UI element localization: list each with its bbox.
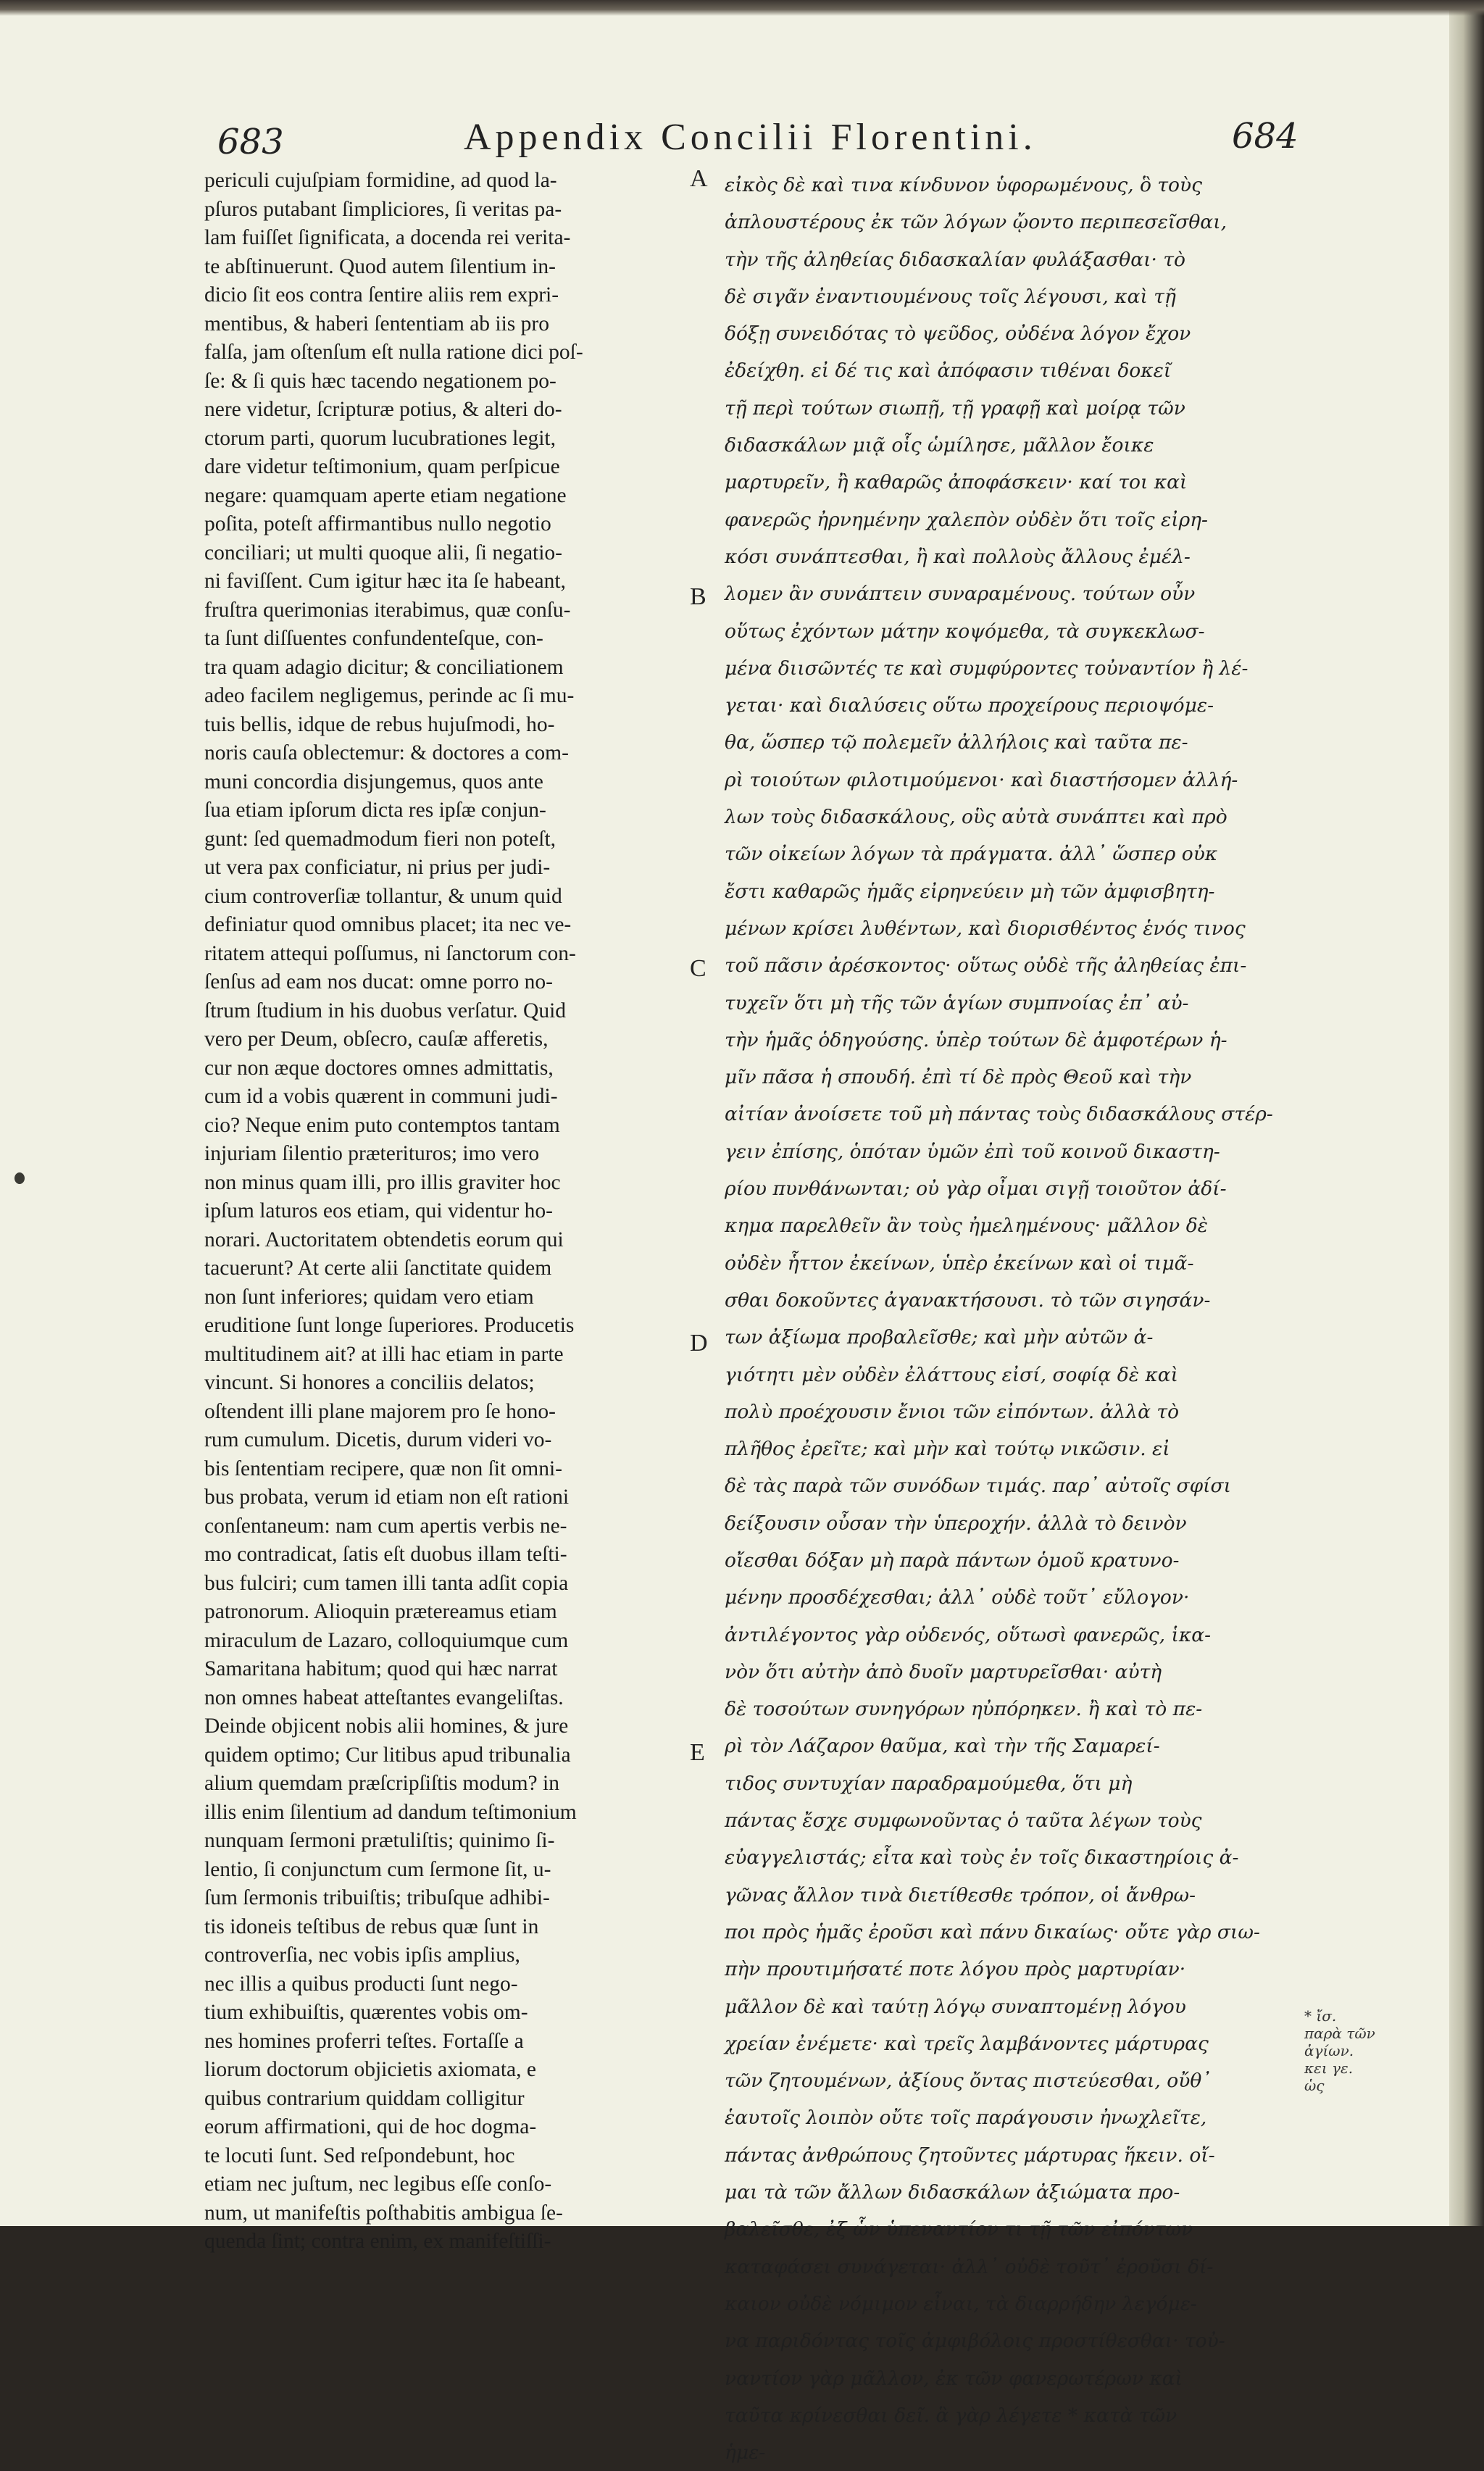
greek-text-line: των ἀξίωμα προβαλεῖσθε; καὶ μὴν αὐτῶν ἁ- xyxy=(725,1326,1154,1349)
latin-text-line: mo contradicat, ſatis eſt duobus illam teſti- xyxy=(204,1543,567,1566)
latin-text-line: bus probata, verum id etiam non eſt rationi xyxy=(204,1485,570,1509)
greek-text-line: ρὶ τὸν Λάζαρον θαῦμα, καὶ τὴν τῆς Σαμαρεί- xyxy=(725,1735,1160,1758)
greek-text-line: γεται· καὶ διαλύσεις οὕτω προχείρους περιοψόμε- xyxy=(725,694,1214,717)
latin-text-line: ſum ſermonis tribuiſtis; tribuſque adhibi- xyxy=(204,1886,550,1909)
latin-text-line: noris cauſa oblectemur: & doctores a com- xyxy=(204,741,569,764)
greek-text-line: ἔστι καθαρῶς ἡμᾶς εἰρηνεύειν μὴ τῶν ἀμφισβητη- xyxy=(725,880,1215,903)
latin-text-line: non minus quam illi, pro illis graviter hoc xyxy=(204,1170,561,1194)
greek-text-line: ναντίον γὰρ μᾶλλον, ἐκ τῶν φανερωτέρων καὶ xyxy=(725,2367,1183,2390)
greek-text-line: δόξῃ συνειδότας τὸ ψεῦδος, οὐδένα λόγον ἔχον xyxy=(725,322,1191,346)
latin-text-line: controverſia, nec vobis ipſis amplius, xyxy=(204,1943,520,1967)
latin-text-line: te abſtinuerunt. Quod autem ſilentium in- xyxy=(204,254,556,278)
greek-text-line: ἁπλουστέρους ἐκ τῶν λόγων ᾤοντο περιπεσεῖσθαι, xyxy=(725,211,1227,234)
latin-text-line: ni faviſſent. Cum igitur hæc ita ſe habeant, xyxy=(204,570,566,593)
latin-text-line: ta ſunt diſſuentes confundenteſque, con- xyxy=(204,627,543,650)
latin-text-line: alium quemdam præſcripſiſtis modum? in xyxy=(204,1772,559,1795)
greek-text-line: τιδος συντυχίαν παραδραμούμεθα, ὅτι μὴ xyxy=(725,1772,1133,1795)
latin-text-line: tacuerunt? At certe alii ſanctitate quidem xyxy=(204,1257,552,1280)
greek-text-line: οὕτως ἐχόντων μάτην κοψόμεθα, τὰ συγκεκλωσ- xyxy=(725,620,1205,643)
greek-text-line: γιότητι μὲν οὐδὲν ἐλάττους εἰσί, σοφίᾳ δὲ καὶ xyxy=(725,1363,1179,1386)
latin-text-line: eruditione ſunt longe ſuperiores. Producetis xyxy=(204,1314,575,1337)
greek-text-line: μαρτυρεῖν, ἢ καθαρῶς ἀποφάσκειν· καί τοι καὶ xyxy=(725,471,1188,494)
latin-text-line: non ſunt inferiores; quidam vero etiam xyxy=(204,1285,534,1309)
latin-text-line: ritatem attequi poſſumus, ni ſanctorum con- xyxy=(204,941,576,965)
latin-text-line: periculi cujuſpiam formidine, ad quod la- xyxy=(204,169,557,192)
latin-text-line: mentibus, & haberi ſententiam ab iis pro xyxy=(204,312,549,336)
greek-text-line: ταῦτα κρίνεσθαι δεῖ. ἃ γὰρ λέγετε * κατὰ τῶν xyxy=(725,2404,1177,2427)
greek-text-line: λων τοὺς διδασκάλους, οὓς αὐτὰ συνάπτει καὶ πρὸ xyxy=(725,806,1227,829)
latin-text-line: liorum doctorum objicietis axiomata, e xyxy=(204,2058,536,2081)
greek-text-line: βαλεῖσθε, ἐξ ὧν ὑπεναντίον τι τῇ τῶν εἰπόντων xyxy=(725,2218,1193,2241)
binding-shadow xyxy=(0,0,1484,16)
greek-text-line: τὴν τῆς ἀληθείας διδασκαλίαν φυλάξασθαι· τὸ xyxy=(725,248,1185,271)
greek-text-line: δὲ σιγᾶν ἐναντιουμένους τοῖς λέγουσι, καὶ τῇ xyxy=(725,285,1176,308)
margin-note: * ἴσ. παρὰ τῶν ἁγίων. κει γε. ὡς xyxy=(1304,2007,1375,2094)
page-edge xyxy=(1449,0,1484,2226)
greek-text-line: οὐδὲν ἧττον ἐκείνων, ὑπὲρ ἐκείνων καὶ οἱ τιμᾶ- xyxy=(725,1251,1194,1275)
greek-text-line: λομεν ἂν συνάπτειν συναραμένους. τούτων οὖν xyxy=(725,583,1196,606)
greek-text-line: τυχεῖν ὅτι μὴ τῆς τῶν ἁγίων συμπνοίας ἐπ᾽ αὐ- xyxy=(725,991,1189,1014)
greek-text-line: μένα διισῶντές τε καὶ συμφύροντες τοὐναντίον ἢ λέ- xyxy=(725,657,1249,680)
latin-text-line: vero per Deum, obſecro, cauſæ afferetis, xyxy=(204,1028,549,1051)
greek-text-line: τοῦ πᾶσιν ἀρέσκοντος· οὕτως οὐδὲ τῆς ἀληθείας ἐπι- xyxy=(725,954,1247,978)
section-marker-b: B xyxy=(690,583,706,610)
greek-text-line: καιον οὐδὲ νόμιμον εἶναι, τὰ διαρρήδην λεγόμε- xyxy=(725,2292,1197,2315)
latin-text-line: definiatur quod omnibus placet; ita nec ve- xyxy=(204,913,572,936)
latin-text-line: bis ſententiam recipere, quæ non ſit omni- xyxy=(204,1457,563,1480)
greek-text-line: οἴεσθαι δόξαν μὴ παρὰ πάντων ὁμοῦ κρατυνο- xyxy=(725,1549,1180,1572)
latin-text-line: nes homines proferri teſtes. Fortaſſe a xyxy=(204,2029,524,2053)
greek-text-line: ἀντιλέγοντος γὰρ οὐδενός, οὕτωσὶ φανερῶς, ἱκα- xyxy=(725,1623,1212,1646)
latin-text-line: bus fulciri; cum tamen illi tanta adſit copia xyxy=(204,1571,569,1595)
latin-text-line: fruſtra querimonias iterabimus, quæ conſu- xyxy=(204,598,571,622)
latin-text-line: ut vera pax conficiatur, ni prius per judi- xyxy=(204,856,551,879)
latin-text-line: num, ut manifeſtis poſthabitis ambigua ſe- xyxy=(204,2201,563,2225)
greek-text-line: εἰκὸς δὲ καὶ τινα κίνδυνον ὑφορωμένους, ὃ τοὺς xyxy=(725,174,1202,196)
greek-text-line: μένην προσδέχεσθαι; ἀλλ᾽ οὐδὲ τοῦτ᾽ εὔλογον· xyxy=(725,1586,1190,1609)
section-marker-d: D xyxy=(690,1330,708,1357)
greek-text-line: τῶν οἰκείων λόγων τὰ πράγματα. ἀλλ᾽ ὥσπερ οὐκ xyxy=(725,843,1218,866)
greek-text-line: τῶν ζητουμένων, ἀξίους ὄντας πιστεύεσθαι, οὔθ᾽ xyxy=(725,2070,1212,2093)
greek-text-line: ρίου πυνθάνωνται; οὐ γὰρ οἶμαι σιγῇ τοιοῦτον ἀδί- xyxy=(725,1178,1227,1201)
greek-text-line: θα, ὥσπερ τῷ πολεμεῖν ἀλλήλοις καὶ ταῦτα πε- xyxy=(725,731,1188,754)
greek-text-line: διδασκάλων μιᾷ οἷς ὡμίλησε, μᾶλλον ἔοικε xyxy=(725,434,1154,457)
latin-text-line: ſenſus ad eam nos ducat: omne porro no- xyxy=(204,970,553,993)
greek-text-line: εὐαγγελιστάς; εἶτα καὶ τοὺς ἐν τοῖς δικαστηρίοις ἀ- xyxy=(725,1846,1239,1870)
latin-text-line: negare: quamquam aperte etiam negatione xyxy=(204,483,567,507)
latin-column xyxy=(204,167,687,2257)
greek-text-line: πάντας ἔσχε συμφωνοῦντας ὁ ταῦτα λέγων τοὺς xyxy=(725,1809,1202,1833)
latin-text-line: norari. Auctoritatem obtendetis eorum qui xyxy=(204,1228,564,1251)
greek-text-line: τῇ περὶ τούτων σιωπῇ, τῇ γραφῇ καὶ μοίρᾳ τῶν xyxy=(725,396,1185,420)
latin-text-line: nunquam ſermoni prætuliſtis; quinimo ſi- xyxy=(204,1829,555,1852)
greek-text-line: δὲ τοσούτων συνηγόρων ηὐπόρηκεν. ἢ καὶ τὸ πε- xyxy=(725,1698,1203,1721)
greek-text-line: μαι τὰ τῶν ἄλλων διδασκάλων ἀξιώματα προ- xyxy=(725,2181,1180,2204)
greek-text-line: πὴν προυτιμήσατέ ποτε λόγου πρὸς μαρτυρίαν· xyxy=(725,1958,1186,1981)
latin-text-line: ſua etiam ipſorum dicta res ipſæ conjun- xyxy=(204,799,546,822)
greek-text-line: καταφάσει συνάγεται· ἀλλ᾽ οὐδὲ τοῦτ᾽ ἐροῦσι δί- xyxy=(725,2255,1214,2278)
greek-text-line: ρὶ τοιούτων φιλοτιμούμενοι· καὶ διαστήσομεν ἀλλή- xyxy=(725,768,1238,791)
latin-text-line: Deinde objicent nobis alii homines, & jure xyxy=(204,1714,569,1738)
latin-text-line: cum id a vobis quærent in communi judi- xyxy=(204,1085,558,1108)
latin-text-line: falſa, jam oſtenſum eſt nulla ratione dici poſ- xyxy=(204,341,583,364)
latin-text-line: conſentaneum: nam cum apertis verbis ne- xyxy=(204,1514,567,1538)
latin-text-line: multitudinem ait? at illi hac etiam in parte xyxy=(204,1342,564,1366)
greek-text-line: τὴν ἡμᾶς ὁδηγούσης. ὑπὲρ τούτων δὲ ἀμφοτέρων ἡ- xyxy=(725,1028,1227,1051)
greek-text-line: γειν ἐπίσης, ὁπόταν ὑμῶν ἐπὶ τοῦ κοινοῦ δικαστη- xyxy=(725,1140,1220,1163)
greek-text-line: κημα παρελθεῖν ἂν τοὺς ἠμελημένους· μᾶλλον δὲ xyxy=(725,1214,1208,1238)
latin-text-line: vincunt. Si honores a conciliis delatos; xyxy=(204,1371,535,1394)
greek-text-line: ἑαυτοῖς λοιπὸν οὔτε τοῖς παράγουσιν ἠνωχλεῖτε, xyxy=(725,2107,1207,2130)
latin-text-line: Samaritana habitum; quod qui hæc narrat xyxy=(204,1657,558,1680)
greek-text-line: πολὺ προέχουσιν ἔνιοι τῶν εἰπόντων. ἀλλὰ τὸ xyxy=(725,1400,1180,1423)
latin-text-line: conciliari; ut multi quoque alii, ſi negatio- xyxy=(204,541,563,564)
latin-text-line: etiam nec juſtum, nec legibus eſſe conſo- xyxy=(204,2172,552,2196)
latin-text-line: nere videtur, ſcripturæ potius, & alteri do- xyxy=(204,398,562,421)
section-marker-e: E xyxy=(690,1739,705,1766)
greek-text-line: ἡμε- xyxy=(725,2441,766,2464)
latin-text-line: patronorum. Alioquin prætereamus etiam xyxy=(204,1600,557,1623)
greek-text-line: να παριδόντας τοῖς ἀμφιβόλοις προστίθεσθαι· τοὐ- xyxy=(725,2330,1225,2353)
latin-text-line: tis idoneis teſtibus de rebus quæ ſunt in xyxy=(204,1914,539,1938)
greek-text-line: κόσι συνάπτεσθαι, ἢ καὶ πολλοὺς ἄλλους ἐμέλ- xyxy=(725,545,1191,568)
latin-text-line: dicio ſit eos contra ſentire aliis rem expri- xyxy=(204,283,559,307)
latin-text-line: nec illis a quibus producti ſunt nego- xyxy=(204,1972,518,1996)
greek-text-line: φανερῶς ἠρνημένην χαλεπὸν οὐδὲν ὅτι τοῖς εἰρη- xyxy=(725,508,1209,531)
greek-text-line: ἐδείχθη. εἰ δέ τις καὶ ἀπόφασιν τιθέναι δοκεῖ xyxy=(725,359,1172,383)
latin-text-line: cur non æque doctores omnes admittatis, xyxy=(204,1056,554,1080)
latin-text-line: tuis bellis, idque de rebus hujuſmodi, ho- xyxy=(204,712,555,736)
latin-text-line: tium exhibuiſtis, quærentes vobis om- xyxy=(204,2001,528,2024)
latin-text-line: miraculum de Lazaro, colloquiumque cum xyxy=(204,1628,569,1652)
ink-spot xyxy=(14,1172,25,1184)
latin-text-line: oſtendent illi plane majorem pro ſe hono- xyxy=(204,1399,556,1423)
greek-text-line: δείξουσιν οὖσαν τὴν ὑπεροχήν. ἀλλὰ τὸ δεινὸν xyxy=(725,1512,1187,1535)
latin-text-line: lentio, ſi conjunctum cum ſermone ſit, u- xyxy=(204,1857,551,1881)
latin-text-line: illis enim ſilentium ad dandum teſtimonium xyxy=(204,1800,577,1824)
latin-text-line: poſita, poteſt affirmantibus nullo negotio xyxy=(204,512,551,536)
latin-text-line: quidem optimo; Cur litibus apud tribunalia xyxy=(204,1743,571,1767)
section-marker-c: C xyxy=(690,955,706,982)
section-marker-a: A xyxy=(690,165,708,192)
latin-text-line: ſe: & ſi quis hæc tacendo negationem po- xyxy=(204,369,556,393)
greek-column xyxy=(725,167,1297,2471)
latin-text-line: injuriam ſilentio præterituros; imo vero xyxy=(204,1142,540,1165)
running-title: Appendix Concilii Florentini. xyxy=(464,117,1037,158)
latin-text-line: quibus contrarium quiddam colligitur xyxy=(204,2086,525,2110)
greek-text-line: πλῆθος ἐρεῖτε; καὶ μὴν καὶ τούτῳ νικῶσιν. εἰ xyxy=(725,1438,1170,1461)
greek-text-line: χρείαν ἐνέμετε· καὶ τρεῖς λαμβάνοντες μάρτυρας xyxy=(725,2032,1209,2055)
latin-text-line: tra quam adagio dicitur; & conciliationem xyxy=(204,655,564,679)
greek-text-line: νὸν ὅτι αὐτὴν ἀπὸ δυοῖν μαρτυρεῖσθαι· αὐτὴ xyxy=(725,1660,1162,1683)
page-number-left: 683 xyxy=(217,122,284,162)
latin-text-line: lam fuiſſet ſignificata, a docenda rei verita- xyxy=(204,226,571,249)
greek-text-line: δὲ τὰς παρὰ τῶν συνόδων τιμάς. παρ᾽ αὐτοῖς σφίσι xyxy=(725,1475,1232,1498)
latin-text-line: ipſum laturos eos etiam, qui videntur ho- xyxy=(204,1199,553,1222)
latin-text-line: quenda ſint; contra enim, ex manifeſtiſſi- xyxy=(204,2230,551,2253)
latin-text-line: non omnes habeat atteſtantes evangeliſtas. xyxy=(204,1685,564,1709)
page-number-right: 684 xyxy=(1232,116,1298,157)
greek-text-line: σθαι δοκοῦντες ἀγανακτήσουσι. τὸ τῶν σιγησάν- xyxy=(725,1288,1211,1312)
latin-text-line: gunt: ſed quemadmodum fieri non poteſt, xyxy=(204,827,556,851)
latin-text-line: ſtrum ſtudium in his duobus verſatur. Quid xyxy=(204,999,567,1022)
greek-text-line: αἰτίαν ἀνοίσετε τοῦ μὴ πάντας τοὺς διδασκάλους στέρ- xyxy=(725,1103,1273,1126)
latin-text-line: te locuti ſunt. Sed reſpondebunt, hoc xyxy=(204,2143,515,2167)
greek-text-line: μένων κρίσει λυθέντων, καὶ διορισθέντος ἑνός τινος xyxy=(725,917,1246,940)
latin-text-line: adeo facilem negligemus, perinde ac ſi mu- xyxy=(204,684,575,707)
greek-text-line: μῖν πᾶσα ἡ σπουδή. ἐπὶ τί δὲ πρὸς Θεοῦ καὶ τὴν xyxy=(725,1066,1192,1089)
latin-text-line: muni concordia disjungemus, quos ante xyxy=(204,770,543,793)
latin-text-line: pſuros putabant ſimpliciores, ſi veritas pa- xyxy=(204,197,562,221)
greek-text-line: πάντας ἀνθρώπους ζητοῦντες μάρτυρας ἥκειν. οἴ- xyxy=(725,2143,1215,2167)
latin-text-line: eorum affirmationi, qui de hoc dogma- xyxy=(204,2115,537,2138)
latin-text-line: ctorum parti, quorum lucubrationes legit, xyxy=(204,426,556,450)
latin-text-line: dare videtur teſtimonium, quam perſpicue xyxy=(204,455,560,478)
greek-text-line: ποι πρὸς ἡμᾶς ἐροῦσι καὶ πάνυ δικαίως· οὔτε γὰρ σιω- xyxy=(725,1920,1260,1943)
latin-text-line: cium controverſiæ tollantur, & unum quid xyxy=(204,884,562,908)
latin-text-line: cio? Neque enim puto contemptos tantam xyxy=(204,1113,560,1137)
latin-text-line: rum cumulum. Dicetis, durum videri vo- xyxy=(204,1428,552,1451)
greek-text-line: γῶνας ἄλλον τινὰ διετίθεσθε τρόπον, οἱ ἄνθρω- xyxy=(725,1883,1196,1907)
greek-text-line: μᾶλλον δὲ καὶ ταύτῃ λόγῳ συναπτομένῃ λόγου xyxy=(725,1995,1186,2018)
